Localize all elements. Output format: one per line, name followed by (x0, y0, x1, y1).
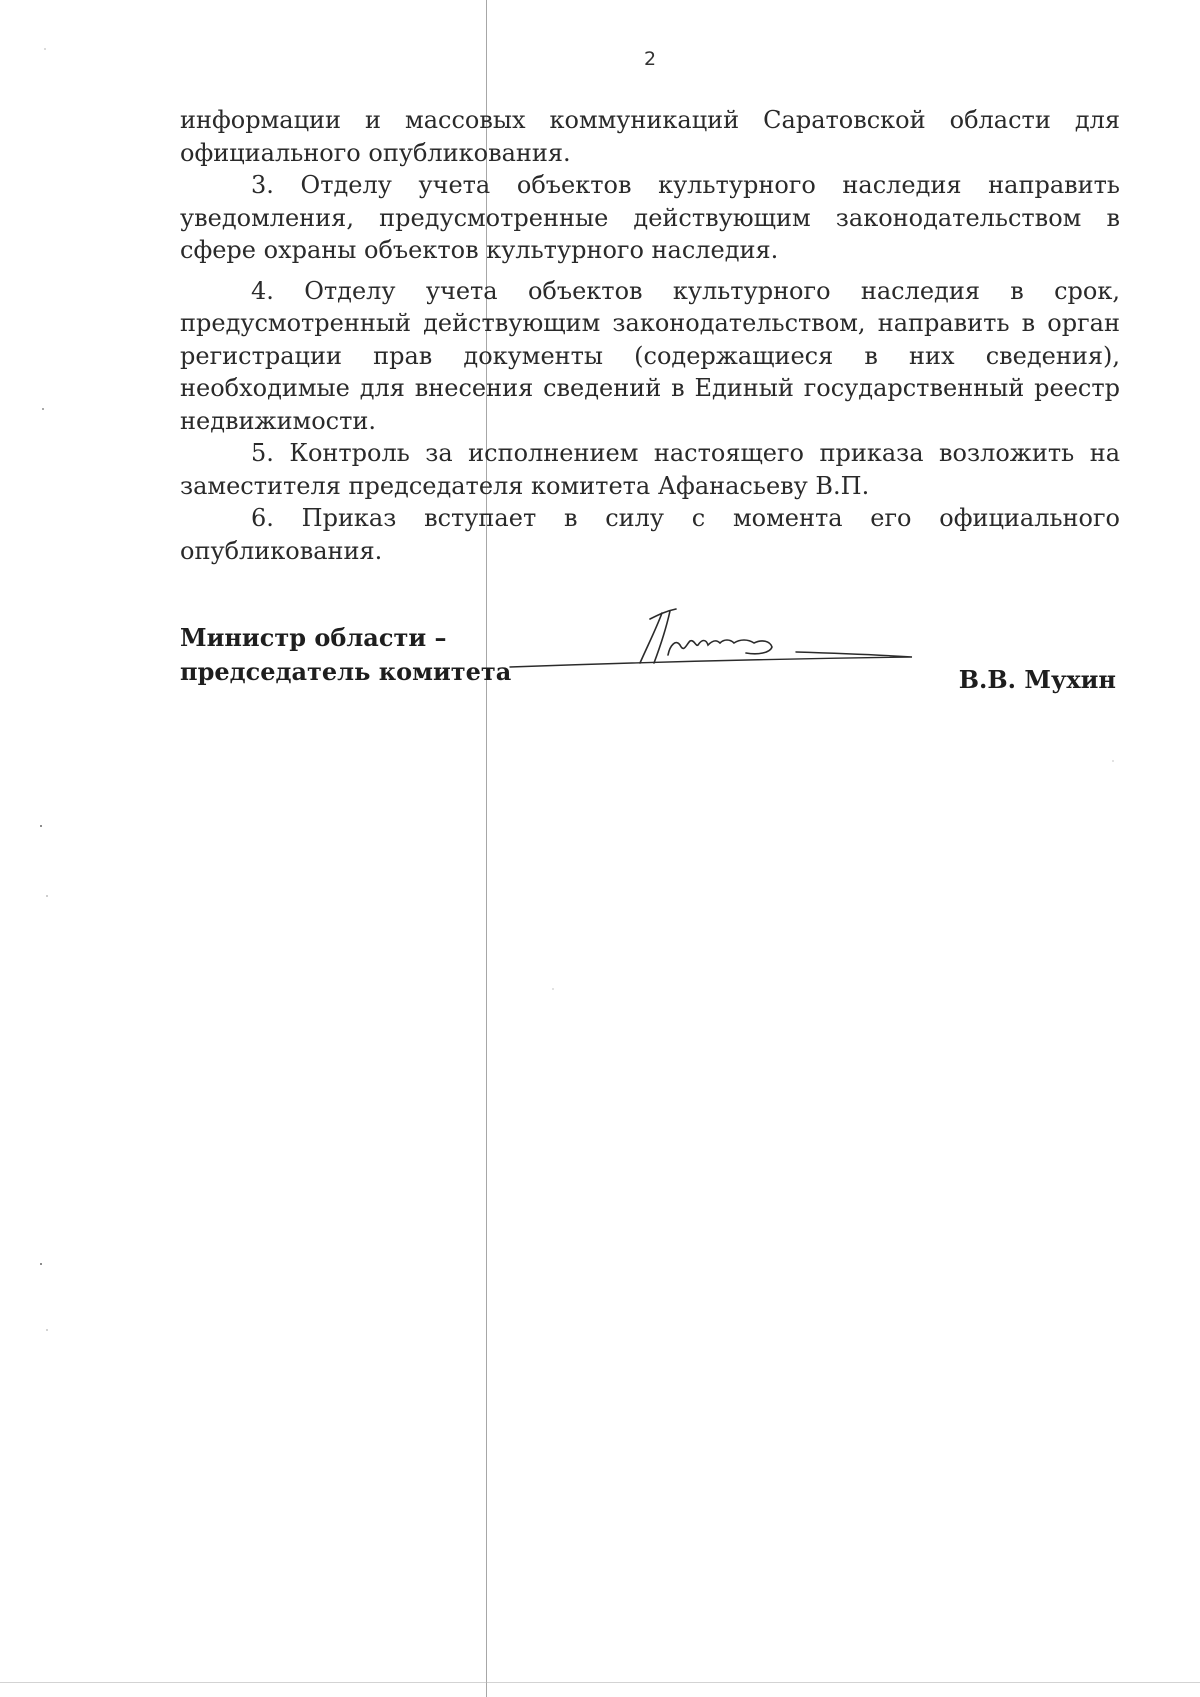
signature-stroke-initial (640, 609, 676, 663)
paragraph-continuation: информации и массовых коммуникаций Саратовской области для официального опубликования. (180, 106, 1120, 167)
scan-speck (40, 1263, 42, 1265)
list-item-6: 6. Приказ вступает в силу с момента его официального опубликования. (180, 504, 1120, 565)
list-item-5: 5. Контроль за исполнением настоящего приказа возложить на заместителя председателя комитета Афанасьеву В.П. (180, 439, 1120, 500)
scan-speck (1112, 760, 1114, 762)
list-item-4: 4. Отделу учета объектов культурного наследия в срок, предусмотренный действующим законодательством, направить в орган регистрации прав документы (содержащиеся в них сведения), необходимые для внесения сведений в Единый государственный реестр недвижимости. (180, 276, 1120, 435)
signer-name: В.В. Мухин (958, 665, 1116, 694)
page-number: 2 (643, 48, 657, 70)
scan-speck (552, 988, 554, 990)
signature-stroke-underline (510, 652, 912, 667)
handwritten-signature (500, 605, 920, 675)
scan-speck (40, 825, 42, 827)
signature-stroke-body (668, 640, 772, 655)
scan-speck (42, 408, 44, 410)
scan-speck (44, 48, 46, 50)
signer-title-line-1: Министр области – (180, 623, 447, 652)
scan-speck (46, 1329, 48, 1331)
scan-artifact-bottom-line (0, 1682, 1200, 1683)
document-body (180, 104, 1120, 567)
scan-speck (46, 895, 48, 897)
signer-title-line-2: председатель комитета (180, 657, 512, 686)
list-item-3: 3. Отделу учета объектов культурного наследия направить уведомления, предусмотренные действующим законодательством в сфере охраны объектов культурного наследия. (180, 171, 1120, 264)
signer-title (180, 621, 511, 689)
